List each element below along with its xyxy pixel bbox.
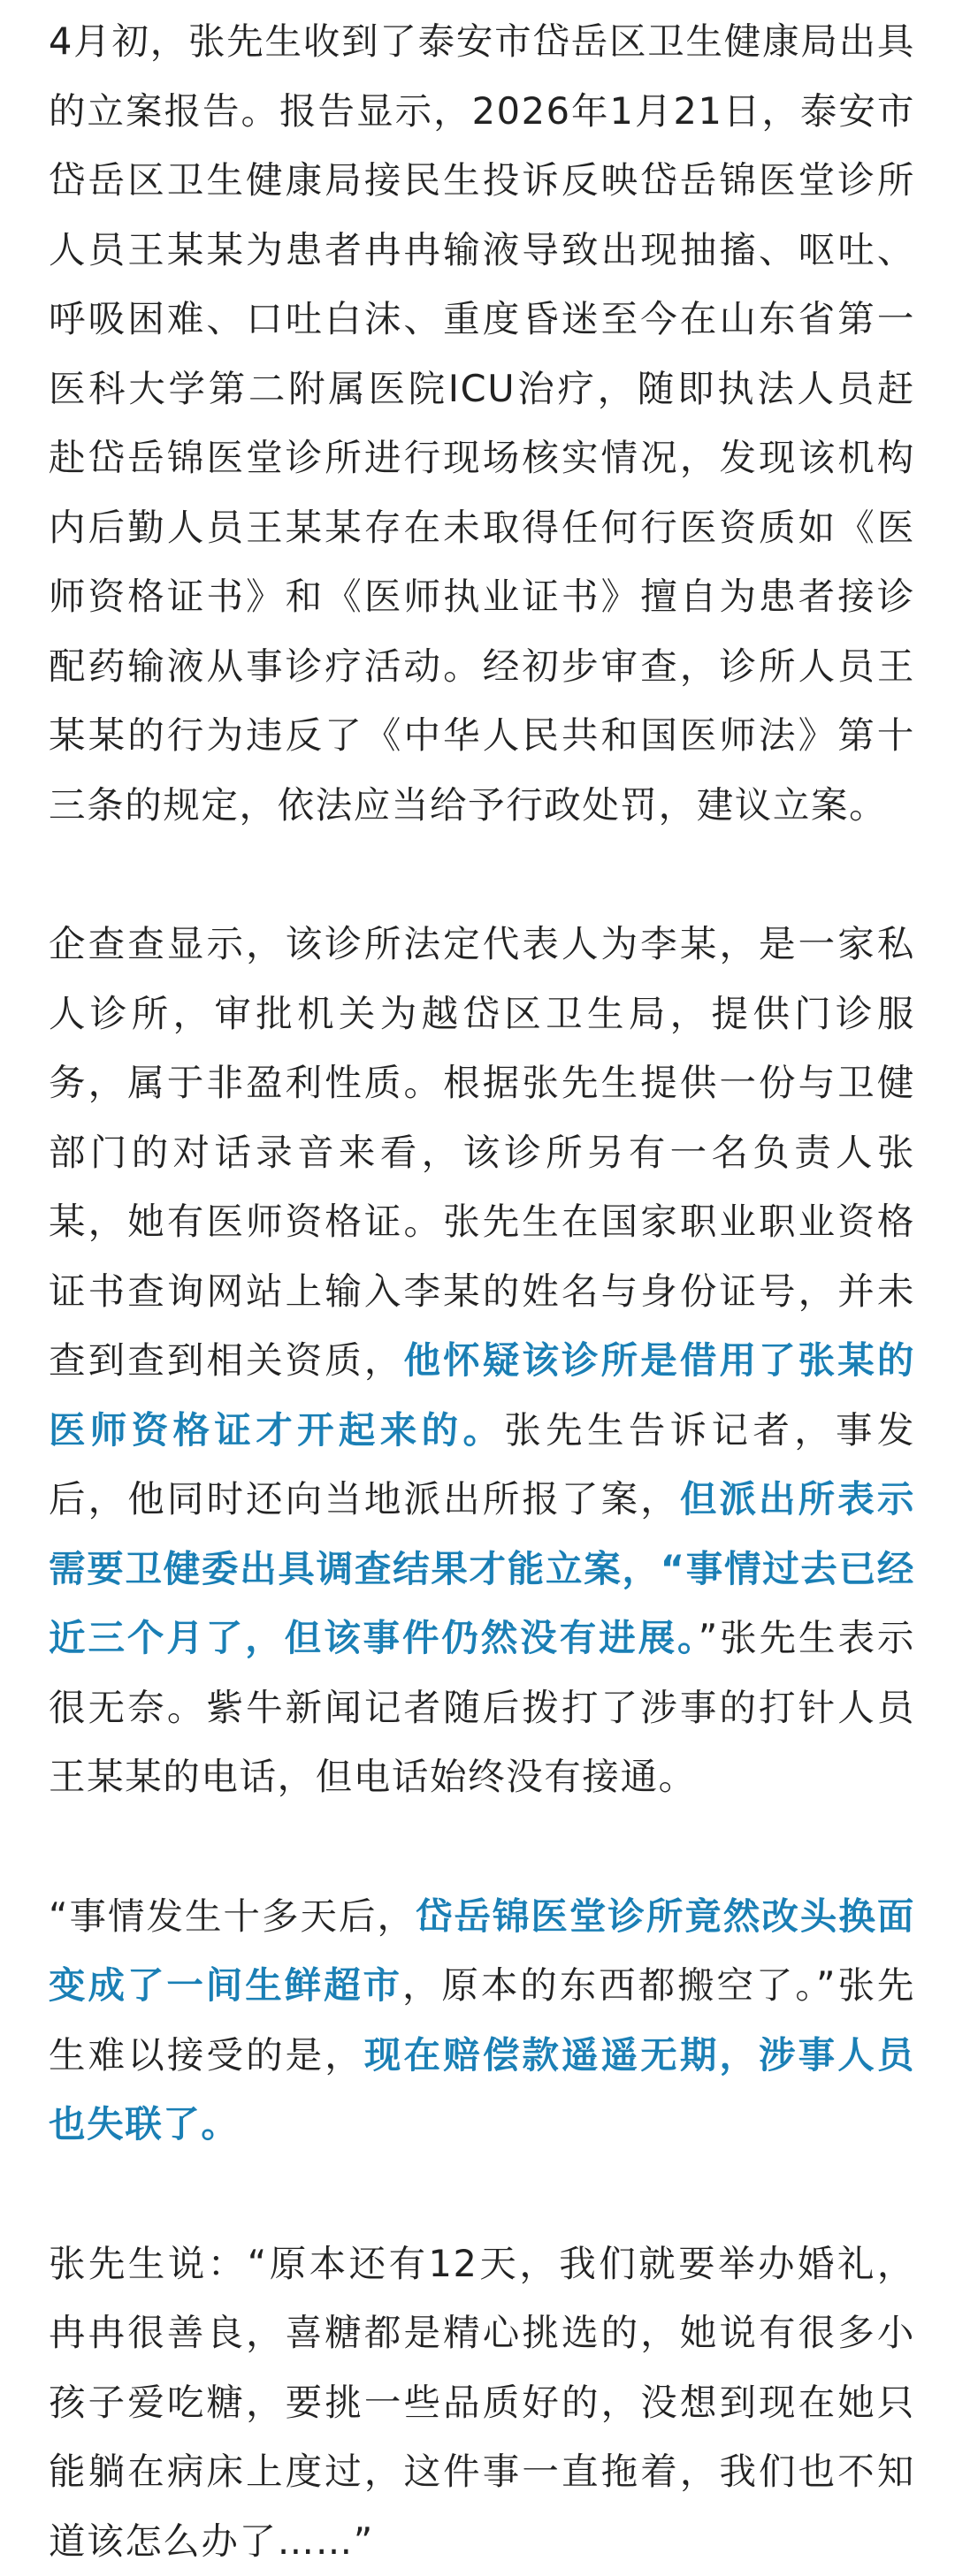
paragraph-4 — [49, 2229, 915, 2576]
paragraph-3-highlight: 现在赔偿款遥遥无期，涉事人员也失联了。 — [49, 2033, 915, 2146]
paragraph-2-highlight: 他怀疑该诊所是借用了张某的医师资格证才开起来的。 — [49, 1338, 915, 1452]
paragraph-2-text: 企查查显示，该诊所法定代表人为李某，是一家私人诊所，审批机关为越岱区卫生局，提供门诊服务，属于非盈利性质。根据张先生提供一份与卫健部门的对话录音来看，该诊所另有一名负责人张某，她有医师资格证。张先生在国家职业职业资格证书查询网站上输入李某的姓名与身份证号，并未查到查到相关资质， — [49, 922, 915, 1382]
paragraph-1-text: 4月初，张先生收到了泰安市岱岳区卫生健康局出具的立案报告。报告显示，2026年1月21日，泰安市岱岳区卫生健康局接民生投诉反映岱岳锦医堂诊所人员王某某为患者冉冉输液导致出现抽搐、呕吐、呼吸困难、口吐白沫、重度昏迷至今在山东省第一医科大学第二附属医院ICU治疗，随即执法人员赶赴岱岳锦医堂诊所进行现场核实情况，发现该机构内后勤人员王某某存在未取得任何行医资质如《医师资格证书》和《医师执业证书》擅自为患者接诊配药输液从事诊疗活动。经初步审查，诊所人员王某某的行为违反了《中华人民共和国医师法》第十三条的规定，依法应当给予行政处罚，建议立案。 — [49, 19, 915, 827]
article-body — [49, 7, 915, 2576]
paragraph-4-text: 张先生说：“原本还有12天，我们就要举办婚礼，冉冉很善良，喜糖都是精心挑选的，她说有很多小孩子爱吃糖，要挑一些品质好的，没想到现在她只能躺在病床上度过，这件事一直拖着，我们也不知道该怎么办了……” — [49, 2242, 915, 2563]
paragraph-2-text: 张先生告诉记者，事发后，他同时还向当地派出所报了案， — [49, 1408, 915, 1521]
paragraph-3 — [49, 1882, 915, 2160]
paragraph-2-highlight: 但派出所表示需要卫健委出具调查结果才能立案，“事情过去已经近三个月了，但该事件仍然没有进展。 — [49, 1477, 915, 1659]
paragraph-3-highlight: 岱岳锦医堂诊所竟然改头换面变成了一间生鲜超市 — [49, 1894, 915, 2008]
paragraph-3-text: ，原本的东西都搬空了。”张先生难以接受的是， — [49, 1963, 915, 2077]
paragraph-3-text: “事情发生十多天后， — [49, 1894, 416, 1938]
paragraph-2 — [49, 910, 915, 1812]
paragraph-1 — [49, 7, 915, 840]
paragraph-2-text: ”张先生表示很无奈。紫牛新闻记者随后拨打了涉事的打针人员王某某的电话，但电话始终没有接通。 — [49, 1616, 915, 1798]
